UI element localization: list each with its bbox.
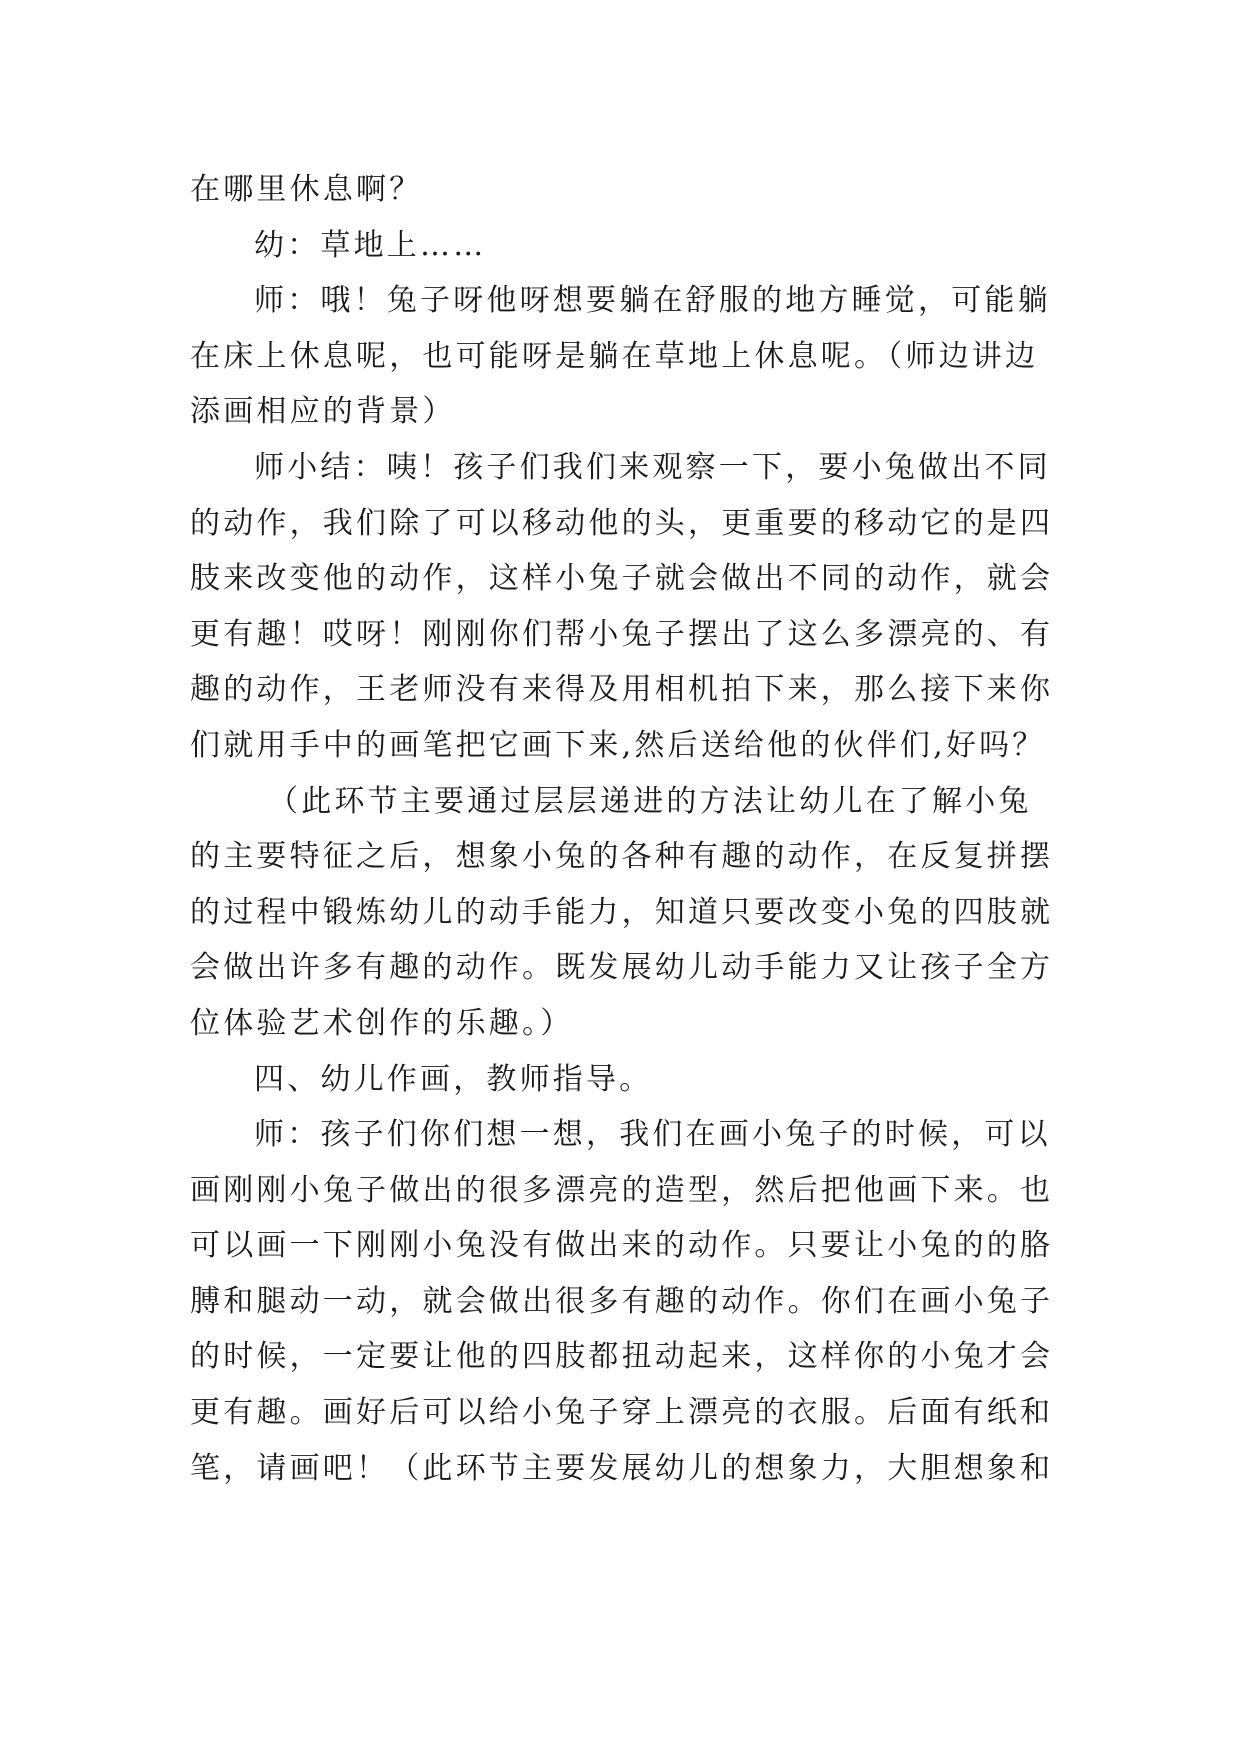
body-text	[190, 162, 1054, 1496]
text-line: 的主要特征之后，想象小兔的各种有趣的动作，在反复拼摆	[190, 839, 1054, 875]
text-line: 趣的动作，王老师没有来得及用相机拍下来，那么接下来你	[190, 672, 1054, 708]
text-line: 的时候，一定要让他的四肢都扭动起来，这样你的小兔才会	[190, 1339, 1054, 1375]
text-line: 膊和腿动一动，就会做出很多有趣的动作。你们在画小兔子	[190, 1283, 1054, 1319]
text-line: 师：孩子们你们想一想，我们在画小兔子的时候，可以	[254, 1117, 1051, 1153]
text-line: 的动作，我们除了可以移动他的头，更重要的移动它的是四	[190, 505, 1054, 541]
text-line: 师小结：咦！孩子们我们来观察一下，要小兔做出不同	[254, 449, 1051, 485]
text-line: 可以画一下刚刚小兔没有做出来的动作。只要让小兔的的胳	[190, 1228, 1054, 1264]
text-line: 画刚刚小兔子做出的很多漂亮的造型，然后把他画下来。也	[190, 1172, 1054, 1208]
text-line: 在哪里休息啊？	[190, 172, 423, 207]
text-line: 师：哦！兔子呀他呀想要躺在舒服的地方睡觉，可能躺	[254, 283, 1051, 319]
text-line: 幼：草地上……	[254, 227, 487, 263]
text-line: 肢来改变他的动作，这样小兔子就会做出不同的动作，就会	[190, 561, 1054, 597]
text-line: 添画相应的背景）	[190, 394, 456, 430]
text-line: 笔，请画吧！（此环节主要发展幼儿的想象力，大胆想象和	[190, 1450, 1054, 1486]
text-line: 位体验艺术创作的乐趣。）	[190, 1005, 574, 1041]
text-line: 在床上休息呢，也可能呀是躺在草地上休息呢。（师边讲边	[190, 338, 1039, 374]
text-line: 更有趣！哎呀！刚刚你们帮小兔子摆出了这么多漂亮的、有	[190, 616, 1054, 652]
section-heading: 四、幼儿作画，教师指导。	[254, 1061, 653, 1097]
text-line: 们就用手中的画笔把它画下来,然后送给他的伙伴们,好吗？	[190, 727, 1046, 763]
text-line: 更有趣。画好后可以给小兔子穿上漂亮的衣服。后面有纸和	[190, 1395, 1054, 1431]
text-line: 的过程中锻炼幼儿的动手能力，知道只要改变小兔的四肢就	[190, 894, 1054, 930]
text-line: 会做出许多有趣的动作。既发展幼儿动手能力又让孩子全方	[190, 950, 1054, 986]
text-line: （此环节主要通过层层递进的方法让幼儿在了解小兔	[268, 783, 1032, 819]
